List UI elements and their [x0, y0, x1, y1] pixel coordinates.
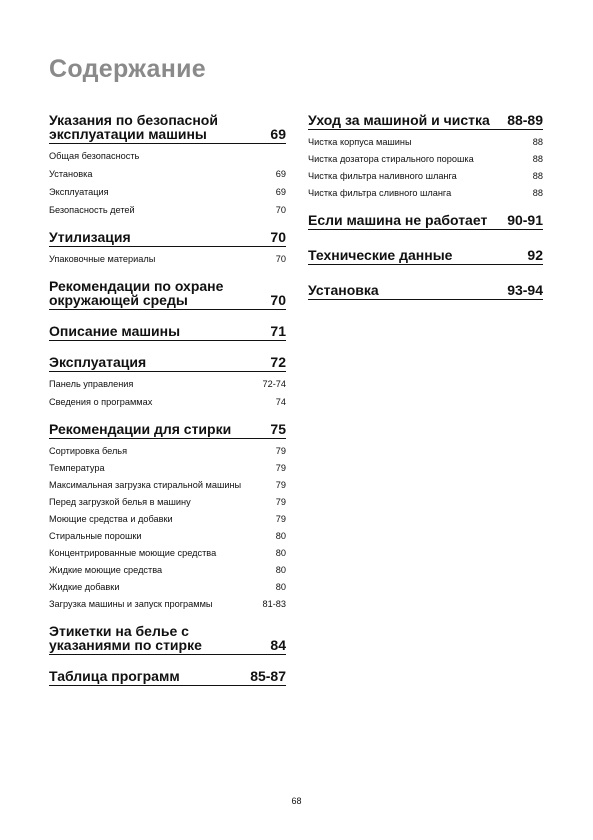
- section-heading[interactable]: [308, 213, 543, 230]
- entry-title: Чистка фильтра наливного шланга: [308, 171, 457, 181]
- toc-entry[interactable]: [49, 379, 286, 390]
- page-number: 68: [291, 796, 302, 806]
- entry-title: Сведения о программах: [49, 397, 153, 407]
- section-heading[interactable]: [49, 422, 286, 439]
- entry-page: 80: [275, 531, 286, 541]
- section-page: 85-87: [250, 668, 286, 684]
- entry-title: Жидкие моющие средства: [49, 565, 163, 575]
- entry-page: 72-74: [262, 379, 286, 389]
- section-heading[interactable]: [49, 324, 286, 341]
- toc-entry[interactable]: [49, 463, 286, 474]
- section-heading[interactable]: [49, 279, 286, 310]
- toc-entry[interactable]: [49, 187, 286, 198]
- section-title: Таблица программ: [49, 668, 180, 684]
- toc-section: [308, 248, 543, 265]
- toc-entry[interactable]: [49, 169, 286, 180]
- section-heading[interactable]: [49, 624, 286, 655]
- section-title: Уход за машиной и чистка: [308, 112, 490, 128]
- entry-title: Сортировка белья: [49, 446, 128, 456]
- entry-page: 79: [275, 497, 286, 507]
- toc-entry[interactable]: [49, 397, 286, 408]
- toc-section: [49, 324, 286, 341]
- toc-entry[interactable]: [49, 151, 286, 162]
- toc-entry[interactable]: [49, 582, 286, 593]
- section-title: Этикетки на белье с указаниями по стирке: [49, 623, 202, 653]
- toc-entry[interactable]: [49, 205, 286, 216]
- entry-title: Чистка дозатора стирального порошка: [308, 154, 474, 164]
- section-heading[interactable]: [49, 669, 286, 686]
- toc-section: [49, 624, 286, 655]
- toc-entry[interactable]: [308, 188, 543, 199]
- toc-left-column: [49, 113, 286, 686]
- entry-title: Моющие средства и добавки: [49, 514, 173, 524]
- entry-title: Чистка корпуса машины: [308, 137, 412, 147]
- section-heading[interactable]: [49, 113, 286, 144]
- entry-page: 88: [532, 154, 543, 164]
- section-title: Технические данные: [308, 247, 453, 263]
- section-title: Рекомендации для стирки: [49, 421, 232, 437]
- entry-page: 69: [275, 187, 286, 197]
- entry-page: 79: [275, 480, 286, 490]
- section-title: Рекомендации по охране окружающей среды: [49, 278, 224, 308]
- entry-title: Жидкие добавки: [49, 582, 120, 592]
- toc-entry[interactable]: [308, 137, 543, 148]
- section-heading[interactable]: [49, 355, 286, 372]
- toc-section: [49, 279, 286, 310]
- toc-entry[interactable]: [49, 548, 286, 559]
- entry-title: Загрузка машины и запуск программы: [49, 599, 213, 609]
- section-title: Если машина не работает: [308, 212, 488, 228]
- section-heading[interactable]: [308, 113, 543, 130]
- toc-section: [308, 213, 543, 230]
- toc-entry[interactable]: [49, 254, 286, 265]
- section-page: 88-89: [507, 112, 543, 128]
- toc-entry[interactable]: [49, 480, 286, 491]
- toc-section: [49, 669, 286, 686]
- entry-page: 79: [275, 463, 286, 473]
- section-page: 72: [270, 354, 286, 370]
- section-heading[interactable]: [49, 230, 286, 247]
- entry-page: 88: [532, 137, 543, 147]
- entry-page: 79: [275, 514, 286, 524]
- entry-page: 70: [275, 254, 286, 264]
- section-page: 92: [527, 247, 543, 263]
- toc-section: [49, 422, 286, 610]
- entry-title: Чистка фильтра сливного шланга: [308, 188, 452, 198]
- toc-section: [308, 113, 543, 199]
- page-title: Содержание: [49, 55, 207, 83]
- entry-page: 79: [275, 446, 286, 456]
- toc-entry[interactable]: [308, 171, 543, 182]
- entry-title: Безопасность детей: [49, 205, 135, 215]
- entry-title: Стиральные порошки: [49, 531, 142, 541]
- entry-page: 80: [275, 582, 286, 592]
- toc-entry[interactable]: [49, 514, 286, 525]
- entry-page: 70: [275, 205, 286, 215]
- section-title: Установка: [308, 282, 379, 298]
- entry-page: [282, 151, 286, 162]
- section-heading[interactable]: [308, 283, 543, 300]
- section-page: 75: [270, 421, 286, 437]
- section-page: 70: [270, 292, 286, 308]
- section-title: Указания по безопасной эксплуатации машины: [49, 112, 218, 142]
- entry-page: 88: [532, 188, 543, 198]
- entry-title: Концентрированные моющие средства: [49, 548, 217, 558]
- section-title: Эксплуатация: [49, 354, 147, 370]
- entry-page: 88: [532, 171, 543, 181]
- toc-section: [308, 283, 543, 300]
- toc-entry[interactable]: [49, 446, 286, 457]
- section-title: Описание машины: [49, 323, 181, 339]
- entry-page: 81-83: [262, 599, 286, 609]
- toc-section: [49, 113, 286, 216]
- section-page: 90-91: [507, 212, 543, 228]
- toc-entry[interactable]: [49, 599, 286, 610]
- entry-title: Упаковочные материалы: [49, 254, 156, 264]
- entry-title: Максимальная загрузка стиральной машины: [49, 480, 242, 490]
- section-heading[interactable]: [308, 248, 543, 265]
- entry-title: Панель управления: [49, 379, 134, 389]
- section-page: 84: [270, 637, 286, 653]
- section-page: 70: [270, 229, 286, 245]
- entry-page: 69: [275, 169, 286, 179]
- section-title: Утилизация: [49, 229, 131, 245]
- section-page: 69: [270, 126, 286, 142]
- entry-page: 74: [275, 397, 286, 407]
- entry-page: 80: [275, 548, 286, 558]
- toc-section: [49, 355, 286, 408]
- entry-page: 80: [275, 565, 286, 575]
- entry-title: Температура: [49, 463, 105, 473]
- entry-title: Общая безопасность: [49, 151, 140, 161]
- toc-entry[interactable]: [308, 154, 543, 165]
- toc-right-column: [308, 113, 543, 300]
- toc-entry[interactable]: [49, 531, 286, 542]
- entry-title: Установка: [49, 169, 93, 179]
- section-page: 93-94: [507, 282, 543, 298]
- entry-title: Эксплуатация: [49, 187, 109, 197]
- entry-title: Перед загрузкой белья в машину: [49, 497, 191, 507]
- toc-entry[interactable]: [49, 565, 286, 576]
- toc-entry[interactable]: [49, 497, 286, 508]
- section-page: 71: [270, 323, 286, 339]
- toc-section: [49, 230, 286, 265]
